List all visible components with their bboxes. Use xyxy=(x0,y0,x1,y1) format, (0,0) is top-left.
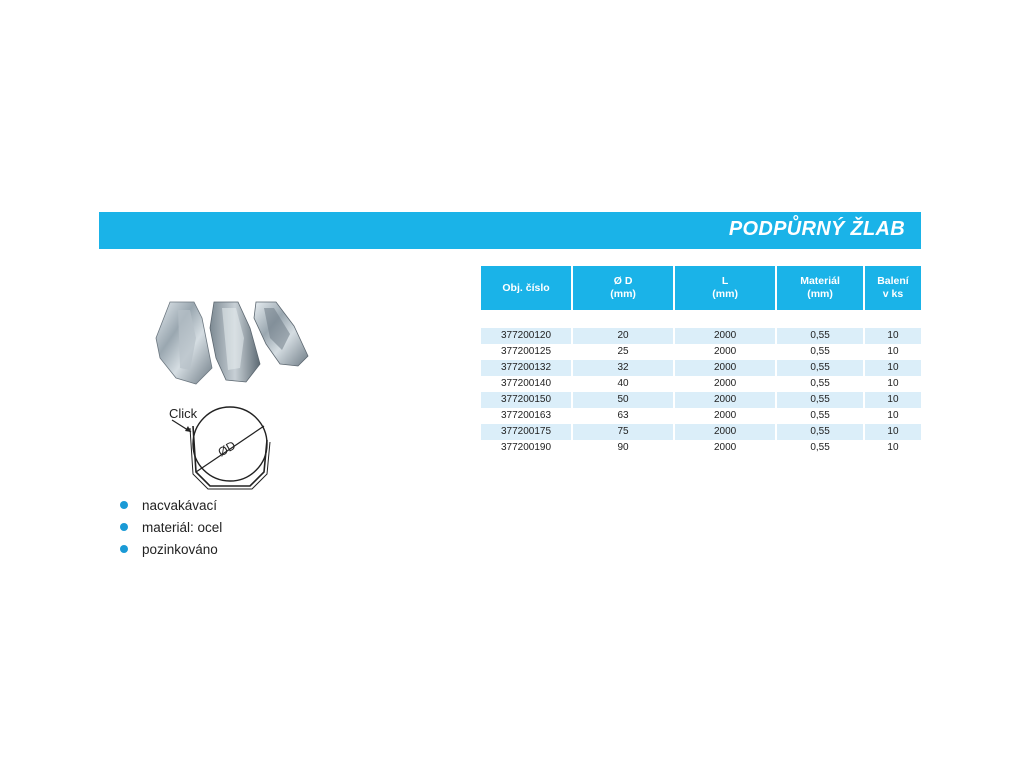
cell-material: 0,55 xyxy=(776,408,864,424)
cell-material: 0,55 xyxy=(776,392,864,408)
cell-package: 10 xyxy=(864,424,921,440)
title-banner xyxy=(99,212,921,249)
cell-package: 10 xyxy=(864,344,921,360)
cell-order-number: 377200140 xyxy=(481,376,572,392)
product-photo xyxy=(150,298,310,386)
table-row xyxy=(481,328,921,344)
cell-order-number: 377200120 xyxy=(481,328,572,344)
bullet-icon xyxy=(120,523,128,531)
click-label: Click xyxy=(169,406,198,421)
cell-order-number: 377200163 xyxy=(481,408,572,424)
table-row xyxy=(481,360,921,376)
header-length: L (mm) xyxy=(674,266,776,310)
diameter-label: ØD xyxy=(215,438,239,460)
cell-material: 0,55 xyxy=(776,360,864,376)
table-row xyxy=(481,344,921,360)
table-row xyxy=(481,408,921,424)
table-row xyxy=(481,392,921,408)
cell-package: 10 xyxy=(864,328,921,344)
feature-item xyxy=(120,497,222,519)
cell-diameter: 40 xyxy=(572,376,674,392)
cell-material: 0,55 xyxy=(776,344,864,360)
cell-order-number: 377200190 xyxy=(481,440,572,456)
cell-length: 2000 xyxy=(674,376,776,392)
cell-length: 2000 xyxy=(674,360,776,376)
spec-table xyxy=(481,266,921,456)
cell-material: 0,55 xyxy=(776,440,864,456)
cell-diameter: 50 xyxy=(572,392,674,408)
cell-length: 2000 xyxy=(674,424,776,440)
table-spacer xyxy=(481,310,921,328)
cell-length: 2000 xyxy=(674,440,776,456)
table-row xyxy=(481,440,921,456)
cell-package: 10 xyxy=(864,392,921,408)
feature-item xyxy=(120,541,222,563)
table-header-row xyxy=(481,266,921,310)
feature-text: nacvakávací xyxy=(142,498,218,513)
header-order-number: Obj. číslo xyxy=(481,266,572,310)
cell-order-number: 377200175 xyxy=(481,424,572,440)
cell-order-number: 377200132 xyxy=(481,360,572,376)
cell-diameter: 90 xyxy=(572,440,674,456)
cell-diameter: 25 xyxy=(572,344,674,360)
cell-package: 10 xyxy=(864,440,921,456)
cell-length: 2000 xyxy=(674,344,776,360)
cell-order-number: 377200150 xyxy=(481,392,572,408)
header-material: Materiál (mm) xyxy=(776,266,864,310)
cell-length: 2000 xyxy=(674,328,776,344)
header-package: Balení v ks xyxy=(864,266,921,310)
cell-diameter: 32 xyxy=(572,360,674,376)
feature-text: pozinkováno xyxy=(142,542,218,557)
cell-diameter: 63 xyxy=(572,408,674,424)
cell-package: 10 xyxy=(864,376,921,392)
table-row xyxy=(481,376,921,392)
table-row xyxy=(481,424,921,440)
cell-package: 10 xyxy=(864,360,921,376)
cell-material: 0,55 xyxy=(776,328,864,344)
cell-order-number: 377200125 xyxy=(481,344,572,360)
cell-length: 2000 xyxy=(674,392,776,408)
cell-material: 0,55 xyxy=(776,376,864,392)
cell-package: 10 xyxy=(864,408,921,424)
header-diameter: Ø D (mm) xyxy=(572,266,674,310)
feature-item xyxy=(120,519,222,541)
feature-list xyxy=(120,497,222,563)
cell-material: 0,55 xyxy=(776,424,864,440)
cell-length: 2000 xyxy=(674,408,776,424)
bullet-icon xyxy=(120,545,128,553)
page-title: PODPŮRNÝ ŽLAB xyxy=(728,218,905,240)
cell-diameter: 75 xyxy=(572,424,674,440)
feature-text: materiál: ocel xyxy=(142,520,223,535)
bullet-icon xyxy=(120,501,128,509)
cell-diameter: 20 xyxy=(572,328,674,344)
